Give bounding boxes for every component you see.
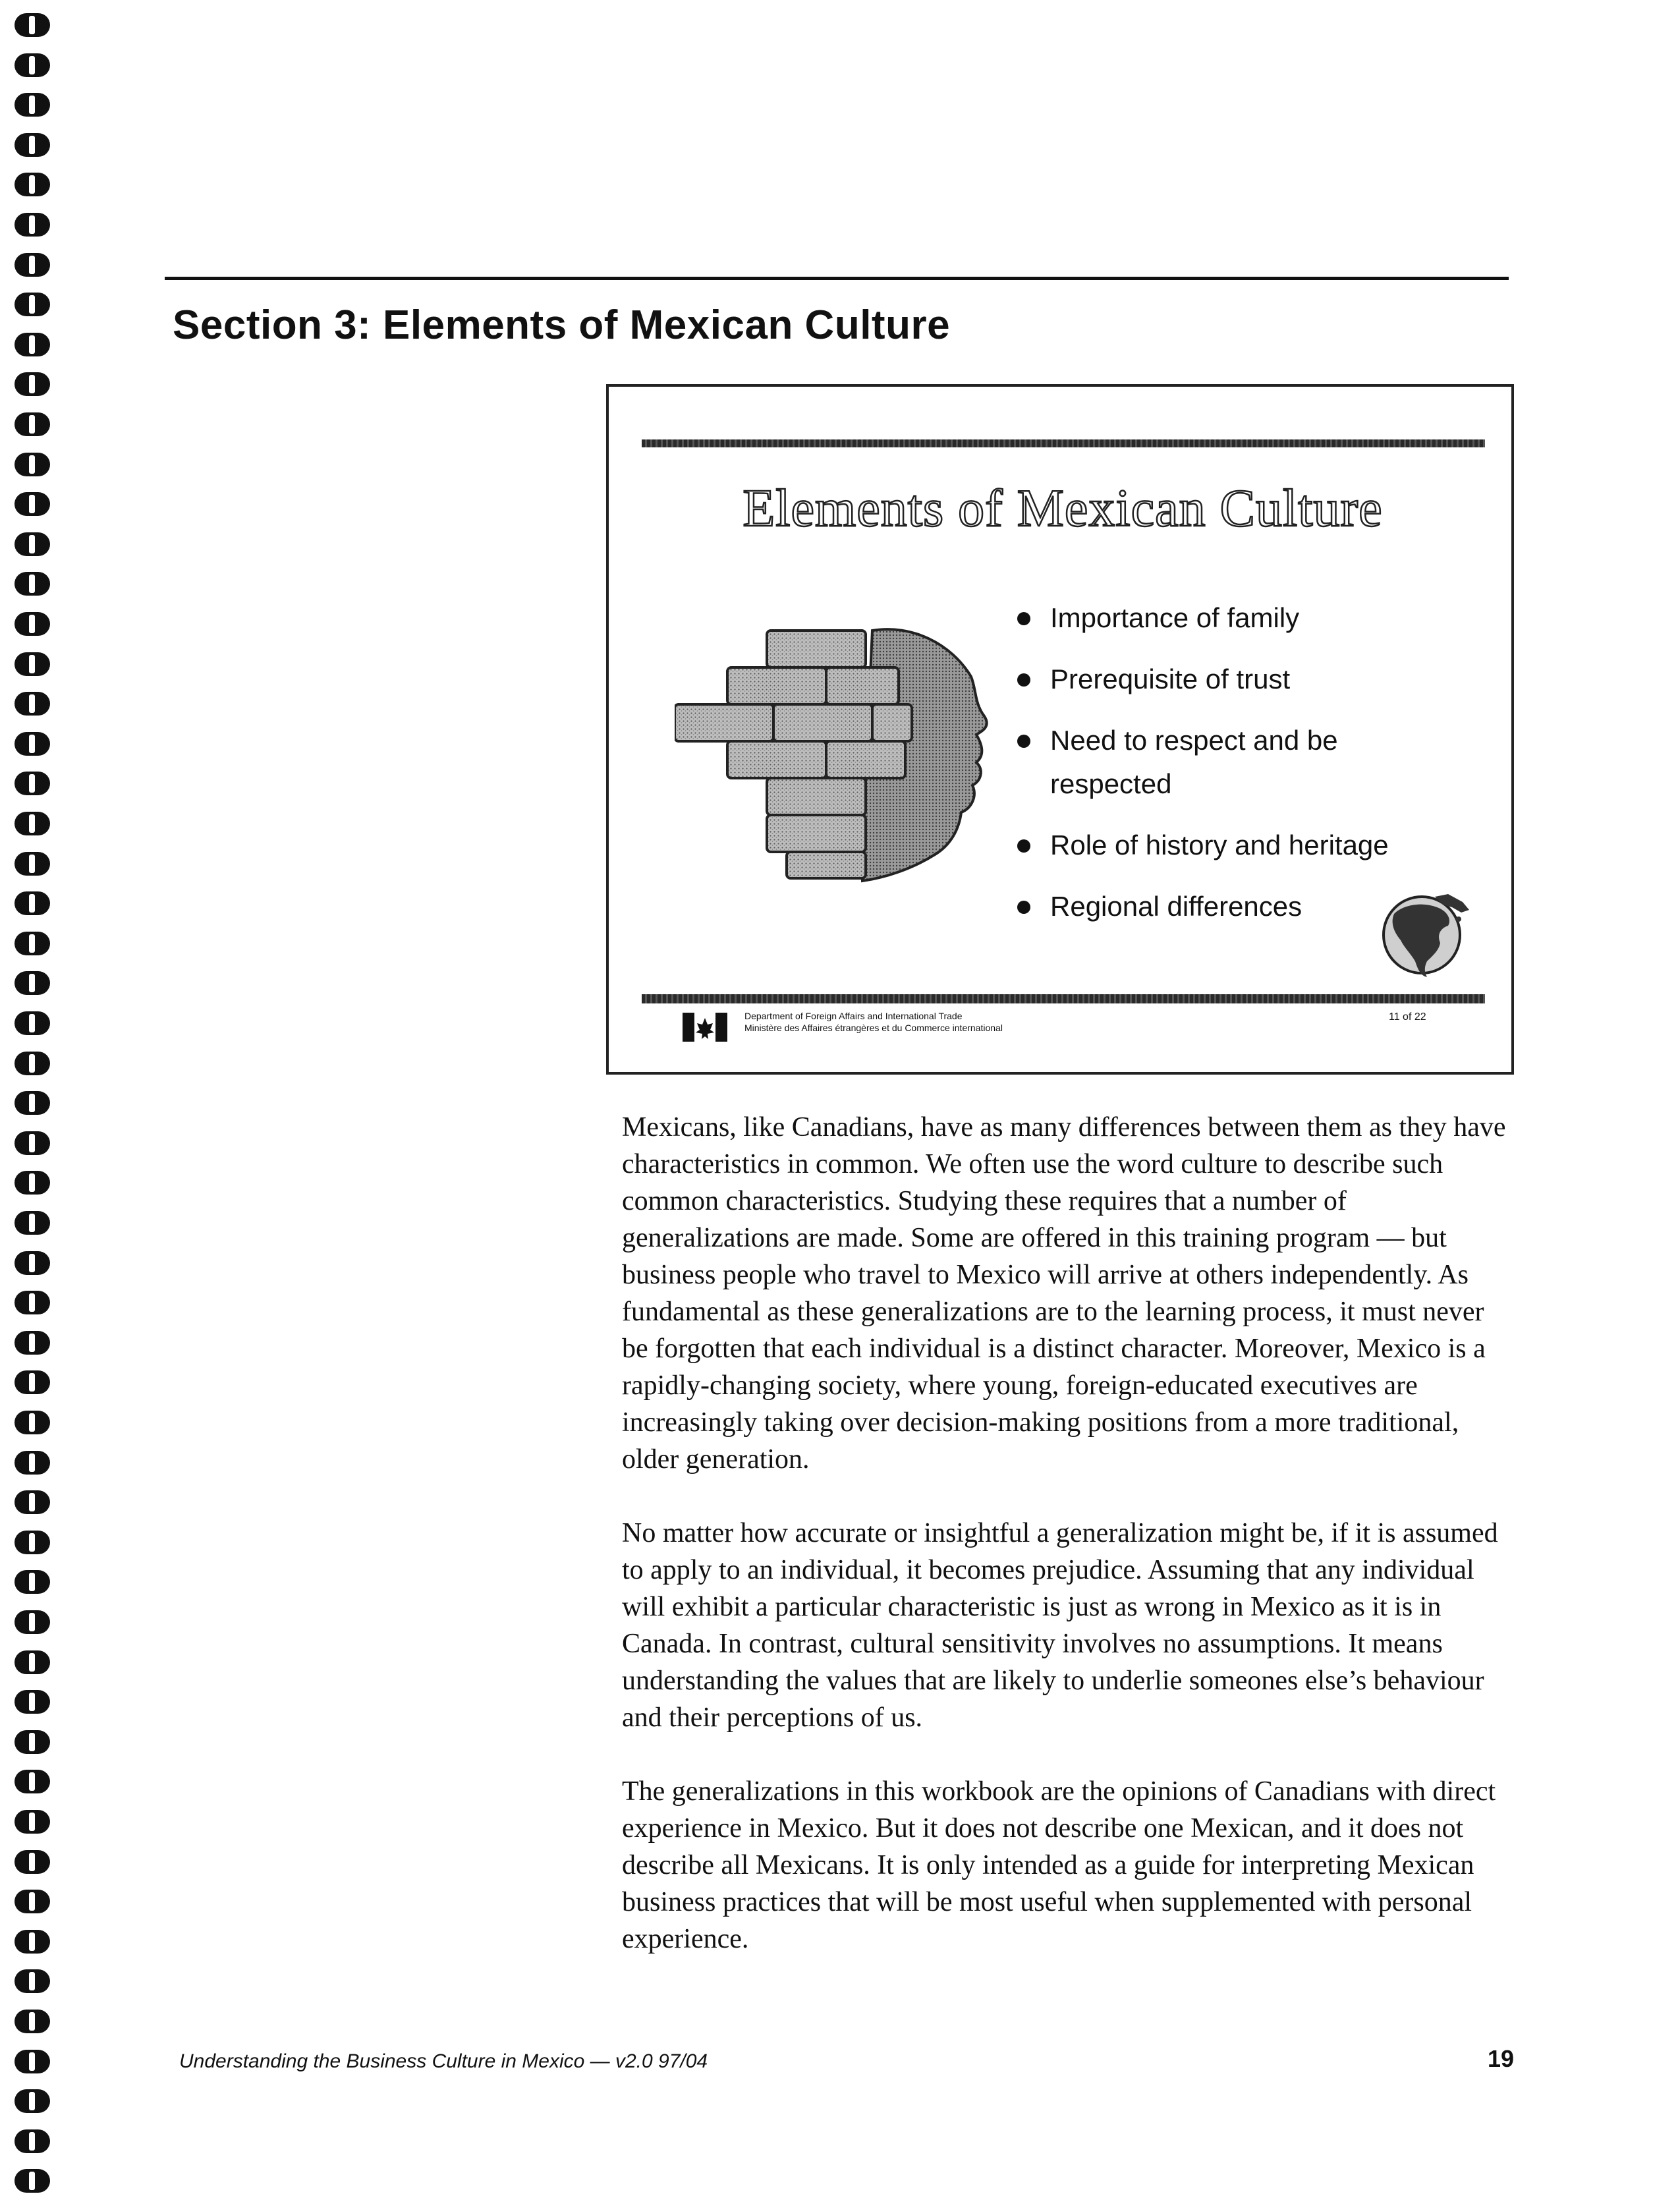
binding-ring <box>14 1131 50 1155</box>
binding-ring <box>14 1930 50 1954</box>
binding-ring <box>14 173 50 196</box>
list-item <box>1017 824 1445 867</box>
spiral-binding <box>14 0 51 2196</box>
paragraph: Mexicans, like Canadians, have as many differences between them as they have characteristics in common. We often use the word culture to describe such common characteristics. Studying these requires that a number of generalizations are made. Some are offered in this training program — but business people who travel to Mexico will arrive at others independently. As fundamental as these generalizations are to the learning process, it must never be forgotten that each individual is a distinct character. Moreover, Mexico is a rapidly-changing society, where young, foreign-educated executives are increasingly taking over decision-making positions from a more traditional, older generation. <box>622 1112 1506 1475</box>
bullet-icon <box>1017 839 1030 853</box>
bullet-icon <box>1017 673 1030 687</box>
binding-ring <box>14 333 50 356</box>
department-name-fr: Ministère des Affaires étrangères et du Commerce international <box>744 1023 1003 1033</box>
list-item <box>1017 658 1445 701</box>
binding-ring <box>14 1370 50 1394</box>
binding-ring <box>14 2010 50 2033</box>
binding-ring <box>14 2169 50 2193</box>
brick-wall-head-illustration-icon <box>675 617 991 894</box>
binding-ring <box>14 1490 50 1514</box>
binding-ring <box>14 293 50 316</box>
binding-ring <box>14 1211 50 1235</box>
binding-ring <box>14 453 50 476</box>
slide-title: Elements of Mexican Culture <box>742 480 1383 538</box>
department-name-en: Department of Foreign Affairs and International Trade <box>744 1011 963 1021</box>
binding-ring <box>14 1969 50 1993</box>
bullet-text: Importance of family <box>1050 602 1300 633</box>
bullet-text: Prerequisite of trust <box>1050 663 1291 694</box>
binding-ring <box>14 1730 50 1754</box>
bullet-text: Need to respect and be respected <box>1050 725 1338 799</box>
binding-ring <box>14 732 50 756</box>
bullet-icon <box>1017 612 1030 625</box>
binding-ring <box>14 253 50 277</box>
binding-ring <box>14 1091 50 1115</box>
binding-ring <box>14 1011 50 1035</box>
binding-ring <box>14 932 50 955</box>
binding-ring <box>14 1610 50 1634</box>
binding-ring <box>14 412 50 436</box>
binding-ring <box>14 492 50 516</box>
binding-ring <box>14 1331 50 1355</box>
binding-ring <box>14 2129 50 2153</box>
binding-ring <box>14 1810 50 1834</box>
paragraph: No matter how accurate or insightful a generalization might be, if it is assumed to apply to an individual, it becomes prejudice. Assuming that any individual will exhibit a particular characteristic is just as wrong in Mexico as it is in Canada. In contrast, cultural sensitivity involves no assumptions. It means understanding the values that are likely to underlie someones else’s behaviour and their perceptions of us. <box>622 1518 1498 1733</box>
canada-flag-icon <box>683 1010 727 1044</box>
binding-ring <box>14 1411 50 1434</box>
body-text <box>622 1109 1511 1994</box>
binding-ring <box>14 2050 50 2073</box>
binding-ring <box>14 13 50 37</box>
list-item <box>1017 719 1445 806</box>
binding-ring <box>14 133 50 157</box>
header-rule <box>165 277 1509 280</box>
bullet-text: Role of history and heritage <box>1050 830 1389 860</box>
page-number: 19 <box>1488 2045 1515 2072</box>
binding-ring <box>14 532 50 556</box>
binding-ring <box>14 1451 50 1475</box>
footer-title: Understanding the Business Culture in Mexico — v2.0 97/04 <box>179 2050 708 2072</box>
binding-ring <box>14 572 50 596</box>
department-name <box>744 1010 1003 1034</box>
list-item <box>1017 596 1445 640</box>
slide-top-bar <box>642 439 1485 447</box>
binding-ring <box>14 2089 50 2113</box>
slide-bottom-bar <box>642 994 1485 1003</box>
binding-ring <box>14 1251 50 1275</box>
binding-ring <box>14 971 50 995</box>
globe-north-america-icon <box>1374 887 1473 980</box>
bullet-text: Regional differences <box>1050 891 1302 922</box>
binding-ring <box>14 772 50 795</box>
slide-number: 11 of 22 <box>1389 1011 1426 1023</box>
binding-ring <box>14 652 50 676</box>
paragraph: The generalizations in this workbook are the opinions of Canadians with direct experience in Mexico. But it does not describe one Mexican, and it does not describe all Mexicans. It is only intended as a guide for interpreting Mexican business practices that will be most useful when supplemented with personal experience. <box>622 1776 1496 1954</box>
bullet-icon <box>1017 901 1030 914</box>
binding-ring <box>14 213 50 237</box>
binding-ring <box>14 93 50 117</box>
binding-ring <box>14 1570 50 1594</box>
binding-ring <box>14 692 50 716</box>
bullet-icon <box>1017 735 1030 748</box>
binding-ring <box>14 812 50 835</box>
slide-figure <box>606 384 1514 1075</box>
section-title: Section 3: Elements of Mexican Culture <box>173 302 951 348</box>
binding-ring <box>14 1850 50 1874</box>
binding-ring <box>14 1531 50 1554</box>
binding-ring <box>14 1171 50 1195</box>
binding-ring <box>14 372 50 396</box>
binding-ring <box>14 53 50 77</box>
binding-ring <box>14 612 50 636</box>
binding-ring <box>14 1650 50 1674</box>
binding-ring <box>14 1291 50 1314</box>
binding-ring <box>14 1770 50 1793</box>
binding-ring <box>14 891 50 915</box>
binding-ring <box>14 1052 50 1075</box>
binding-ring <box>14 852 50 876</box>
binding-ring <box>14 1690 50 1714</box>
binding-ring <box>14 1890 50 1913</box>
